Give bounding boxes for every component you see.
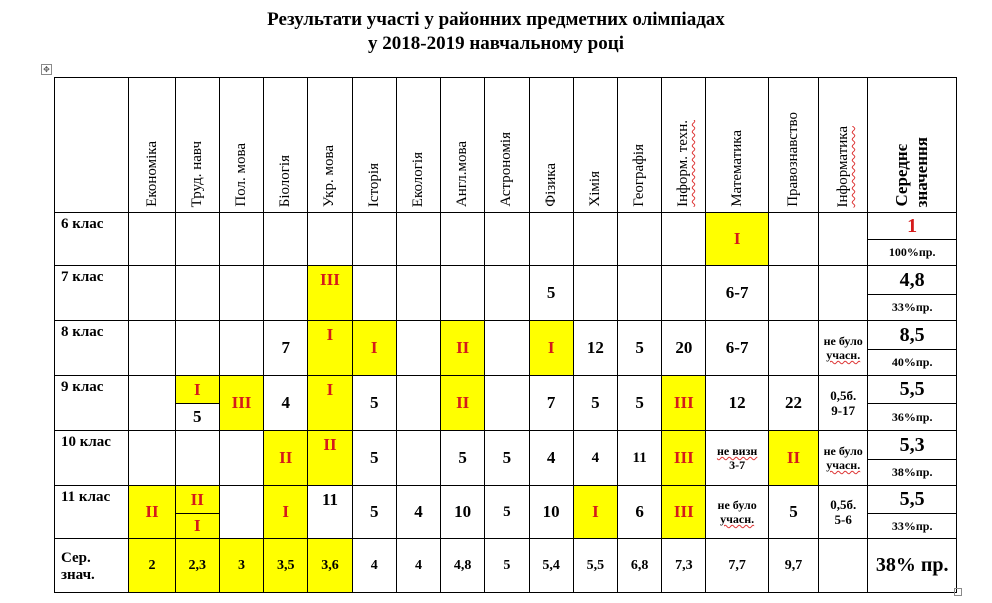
subject-header: Англ.мова — [441, 78, 485, 213]
average-value: 4,8 — [868, 266, 957, 295]
result-cell: II — [441, 321, 485, 376]
result-cell: 5 — [352, 486, 396, 539]
average-value: 1 — [868, 213, 957, 240]
header-row — [55, 78, 957, 213]
table-row-8 — [55, 321, 957, 350]
result-cell: 12 — [573, 321, 617, 376]
class-label: 10 клас — [55, 431, 129, 486]
subject-header: Правознавство — [768, 78, 818, 213]
subject-average: 4,8 — [441, 539, 485, 593]
result-cell: 6-7 — [706, 266, 768, 321]
result-cell: I — [175, 376, 219, 404]
result-cell: 6 — [618, 486, 662, 539]
result-cell: 10 — [529, 486, 573, 539]
subject-header: Інформ. техн. — [662, 78, 706, 213]
result-cell: I — [352, 321, 396, 376]
subject-average: 3,6 — [308, 539, 352, 593]
result-cell: II — [308, 431, 352, 486]
result-cell: 4 — [396, 486, 440, 539]
average-value: 8,5 — [868, 321, 957, 350]
subject-average: 4 — [396, 539, 440, 593]
result-cell: II — [264, 431, 308, 486]
result-cell: I — [264, 486, 308, 539]
subject-average: 2,3 — [175, 539, 219, 593]
average-percent: 38%пр. — [868, 460, 957, 486]
result-cell: 0,5б. 9-17 — [819, 376, 868, 431]
subject-average: 3,5 — [264, 539, 308, 593]
subject-average: 4 — [352, 539, 396, 593]
result-cell: III — [662, 376, 706, 431]
result-cell: 4 — [264, 376, 308, 431]
result-cell: I — [308, 321, 352, 376]
result-cell: 5 — [441, 431, 485, 486]
result-cell: III — [308, 266, 352, 321]
class-label: 8 клас — [55, 321, 129, 376]
subject-average: 6,8 — [618, 539, 662, 593]
result-cell: I — [573, 486, 617, 539]
result-cell: 7 — [264, 321, 308, 376]
title-line-2: у 2018-2019 навчальному році — [368, 33, 624, 54]
subject-average: 3 — [219, 539, 263, 593]
result-cell: 7 — [529, 376, 573, 431]
subject-header: Географія — [618, 78, 662, 213]
subject-header: Астрономія — [485, 78, 529, 213]
result-cell: не було учасн. — [819, 321, 868, 376]
result-cell: 22 — [768, 376, 818, 431]
result-cell: I — [308, 376, 352, 431]
subject-average: 5 — [485, 539, 529, 593]
subject-average: 9,7 — [768, 539, 818, 593]
subject-header: Фізика — [529, 78, 573, 213]
table-move-handle-icon[interactable]: ✥ — [41, 64, 52, 75]
result-cell: 10 — [441, 486, 485, 539]
class-label: 11 клас — [55, 486, 129, 539]
result-cell: 5 — [529, 266, 573, 321]
subject-header: Укр. мова — [308, 78, 352, 213]
result-cell: III — [219, 376, 263, 431]
title-line-1: Результати участі у районних предметних олімпіадах — [267, 9, 725, 30]
result-cell: I — [175, 514, 219, 539]
table-resize-handle[interactable] — [954, 588, 962, 596]
subject-header: Труд. навч — [175, 78, 219, 213]
result-cell: 5 — [618, 321, 662, 376]
subject-header: Економіка — [129, 78, 175, 213]
class-label: 9 клас — [55, 376, 129, 431]
average-header — [868, 78, 957, 213]
subject-header: Біологія — [264, 78, 308, 213]
subject-average: 7,7 — [706, 539, 768, 593]
page-title — [0, 8, 992, 56]
class-label: 6 клас — [55, 213, 129, 266]
result-cell: 5 — [768, 486, 818, 539]
result-cell: 4 — [529, 431, 573, 486]
result-cell: 20 — [662, 321, 706, 376]
class-label: 7 клас — [55, 266, 129, 321]
result-cell: 5 — [352, 431, 396, 486]
subject-header: Історія — [352, 78, 396, 213]
result-cell: 11 — [618, 431, 662, 486]
result-cell: 11 — [308, 486, 352, 539]
average-header-line-1: Середнє — [892, 144, 912, 207]
average-row — [55, 539, 957, 593]
result-cell: 5 — [618, 376, 662, 431]
result-cell: II — [768, 431, 818, 486]
subject-header: Хімія — [573, 78, 617, 213]
result-cell: II — [441, 376, 485, 431]
result-cell: I — [706, 213, 768, 266]
table-row-11 — [55, 486, 957, 514]
result-cell: 5 — [175, 404, 219, 431]
subject-average: 5,5 — [573, 539, 617, 593]
result-cell: не було учасн. — [819, 431, 868, 486]
subject-average: 2 — [129, 539, 175, 593]
average-value: 5,5 — [868, 486, 957, 514]
average-value: 5,3 — [868, 431, 957, 460]
result-cell: 5 — [573, 376, 617, 431]
result-cell: 5 — [485, 431, 529, 486]
average-row-label: Сер. знач. — [55, 539, 129, 593]
result-cell: не було учасн. — [706, 486, 768, 539]
result-cell: 0,5б. 5-6 — [819, 486, 868, 539]
result-cell: I — [529, 321, 573, 376]
average-percent: 40%пр. — [868, 350, 957, 376]
subject-average: 5,4 — [529, 539, 573, 593]
average-percent: 33%пр. — [868, 514, 957, 539]
average-percent: 33%пр. — [868, 295, 957, 321]
average-percent: 100%пр. — [868, 240, 957, 266]
header-corner — [55, 78, 129, 213]
overall-average: 38% пр. — [868, 539, 957, 593]
result-cell: 6-7 — [706, 321, 768, 376]
table-row-7 — [55, 266, 957, 295]
result-cell: III — [662, 486, 706, 539]
result-cell: не визн 3-7 — [706, 431, 768, 486]
subject-header: Інформатика — [819, 78, 868, 213]
result-cell: 12 — [706, 376, 768, 431]
average-percent: 36%пр. — [868, 404, 957, 431]
subject-header: Екологія — [396, 78, 440, 213]
result-cell: III — [662, 431, 706, 486]
result-cell: 5 — [485, 486, 529, 539]
table-row-9 — [55, 376, 957, 404]
result-cell: II — [175, 486, 219, 514]
table-row-10 — [55, 431, 957, 460]
result-cell: 4 — [573, 431, 617, 486]
table-row-6 — [55, 213, 957, 240]
result-cell: II — [129, 486, 175, 539]
result-cell: 5 — [352, 376, 396, 431]
subject-header: Математика — [706, 78, 768, 213]
average-header-line-2: значення — [912, 136, 932, 207]
average-value: 5,5 — [868, 376, 957, 404]
subject-average: 7,3 — [662, 539, 706, 593]
results-table — [54, 77, 957, 593]
subject-header: Пол. мова — [219, 78, 263, 213]
